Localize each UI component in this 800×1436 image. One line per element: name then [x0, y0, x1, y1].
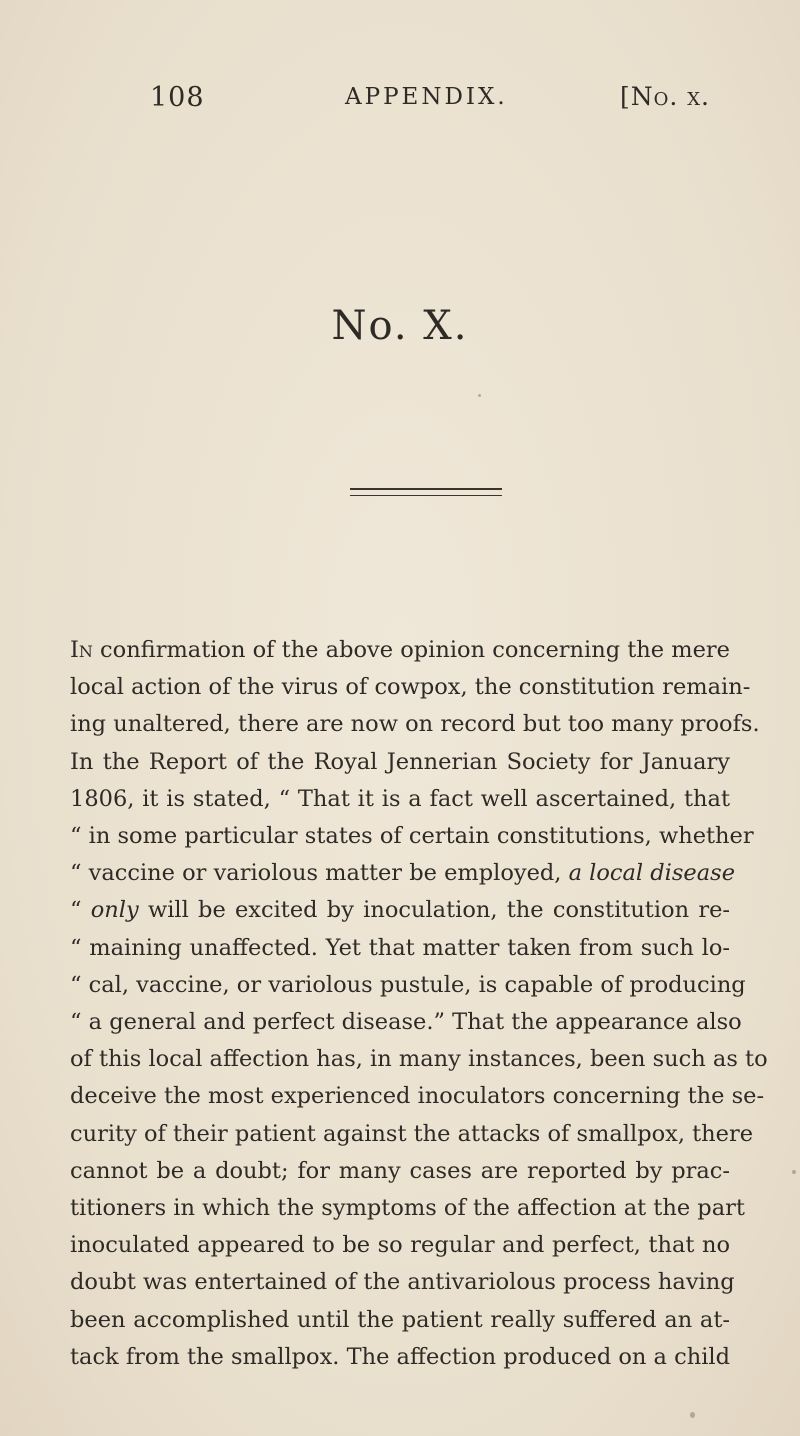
paper-speck [478, 394, 481, 397]
text-line: In confirmation of the above opinion concerning the mere [70, 637, 730, 663]
emphasis: a local disease [568, 860, 736, 887]
text-line: titioners in which the symptoms of the affection at the part [70, 1195, 745, 1222]
paper-speck [690, 1412, 695, 1418]
text-line: In the Report of the Royal Jennerian Society for January [70, 748, 730, 775]
text-line: “ in some particular states of certain constitutions, whether [70, 823, 754, 850]
running-head [150, 82, 710, 118]
text-line: “ vaccine or variolous matter be employed, a local disease [70, 860, 736, 887]
text-line: “ maining unaffected. Yet that matter taken from such lo- [70, 934, 730, 961]
text-line: of this local affection has, in many instances, been such as to [70, 1046, 768, 1073]
emphasis: only [90, 897, 139, 924]
text-line: ing unaltered, there are now on record but too many proofs. [70, 711, 760, 738]
body-text [70, 632, 768, 1376]
divider-rule [350, 495, 502, 496]
text-line: cannot be a doubt; for many cases are reported by prac- [70, 1157, 730, 1184]
text-line: deceive the most experienced inoculators concerning the se- [70, 1083, 765, 1110]
text-line: doubt was entertained of the antivariolous process having [70, 1269, 735, 1296]
text-line: 1806, it is stated, “ That it is a fact well ascertained, that [70, 785, 730, 812]
drop-lead-word: In [70, 637, 93, 663]
paper-speck [792, 1170, 796, 1174]
page-number: 108 [150, 82, 205, 113]
section-label: APPENDIX. [345, 84, 508, 110]
text-line: “ only will be excited by inoculation, the constitution re- [70, 897, 730, 924]
text-line: “ a general and perfect disease.” That the appearance also [70, 1009, 742, 1036]
text-line: curity of their patient against the attacks of smallpox, there [70, 1120, 754, 1147]
document-title: No. X. [331, 303, 469, 349]
text-line: local action of the virus of cowpox, the constitution remain- [70, 674, 751, 701]
text-line: been accomplished until the patient really suffered an at- [70, 1306, 730, 1333]
divider-rule [350, 488, 502, 490]
text-line: “ cal, vaccine, or variolous pustule, is capable of producing [70, 971, 746, 998]
bracket-reference: [No. x. [619, 82, 710, 111]
text-line: tack from the smallpox. The affection produced on a child [70, 1343, 731, 1370]
text-line: inoculated appeared to be so regular and perfect, that no [70, 1232, 730, 1259]
